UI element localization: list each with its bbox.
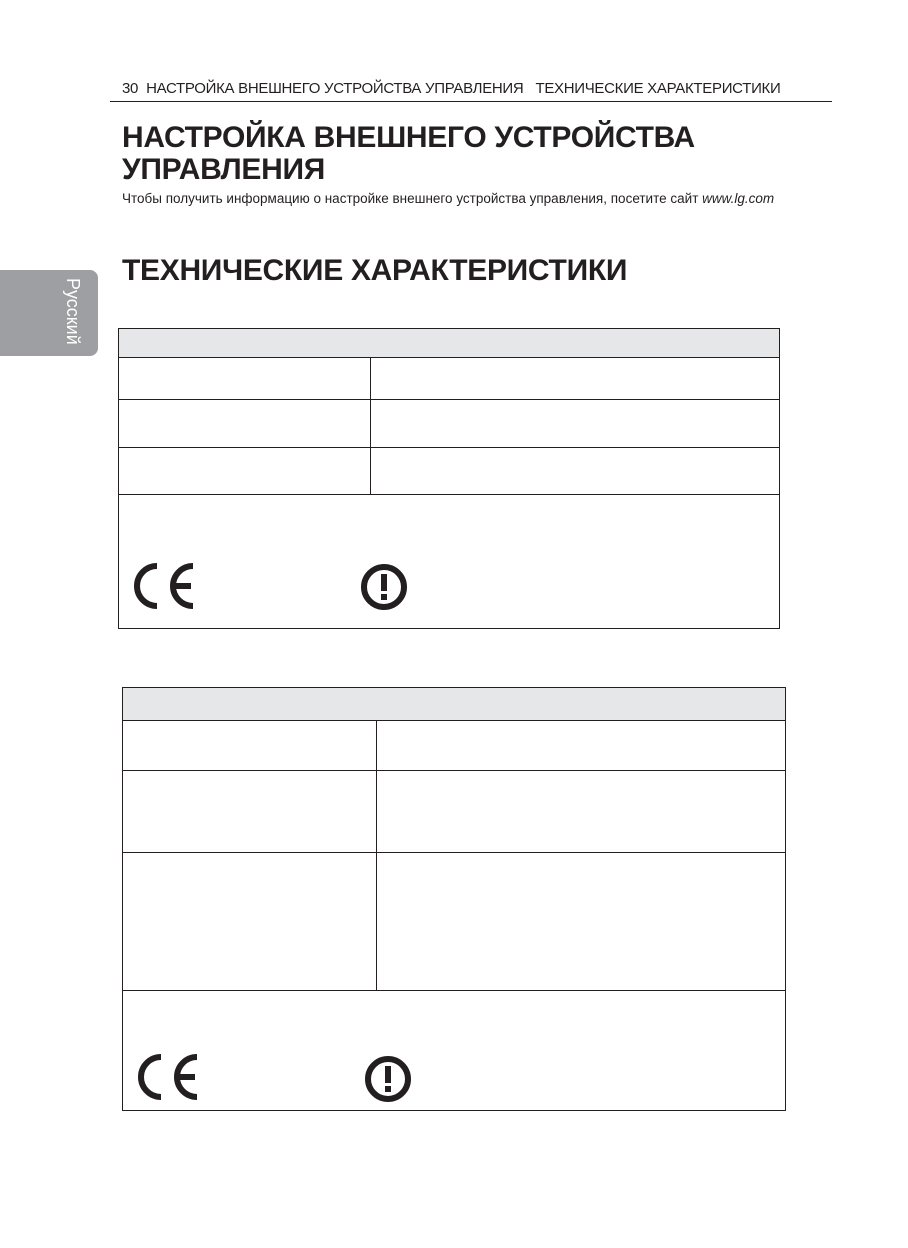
table-row xyxy=(123,771,785,853)
specs-heading: ТЕХНИЧЕСКИЕ ХАРАКТЕРИСТИКИ xyxy=(122,254,628,287)
header-section-1: НАСТРОЙКА ВНЕШНЕГО УСТРОЙСТВА УПРАВЛЕНИЯ xyxy=(146,80,524,97)
table-row xyxy=(119,448,779,495)
header-rule xyxy=(110,101,832,102)
table-row xyxy=(123,853,785,991)
ce-mark-icon xyxy=(129,562,199,610)
page-number: 30 xyxy=(122,80,139,97)
table-header-row xyxy=(123,688,785,721)
table-header-row xyxy=(119,329,779,358)
alert-mark-icon xyxy=(359,562,409,612)
setup-body: Чтобы получить информацию о настройке внешнего устройства управления, посетите сайт xyxy=(122,191,703,206)
setup-text xyxy=(122,189,792,209)
ce-mark-icon xyxy=(133,1053,203,1101)
spec-table-1 xyxy=(118,328,780,629)
column-divider xyxy=(370,358,371,495)
column-divider xyxy=(376,721,377,991)
language-tab xyxy=(0,270,98,356)
header-section-2: ТЕХНИЧЕСКИЕ ХАРАКТЕРИСТИКИ xyxy=(535,80,781,97)
setup-heading: НАСТРОЙКА ВНЕШНЕГО УСТРОЙСТВА УПРАВЛЕНИЯ xyxy=(122,121,695,186)
table-row xyxy=(123,721,785,771)
running-header xyxy=(122,80,780,97)
lg-link[interactable]: www.lg.com xyxy=(702,191,775,206)
table-row xyxy=(119,400,779,448)
alert-mark-icon xyxy=(363,1054,413,1104)
table-row xyxy=(119,358,779,400)
language-tab-label: Русский xyxy=(63,278,83,345)
spec-table-2 xyxy=(122,687,786,1111)
